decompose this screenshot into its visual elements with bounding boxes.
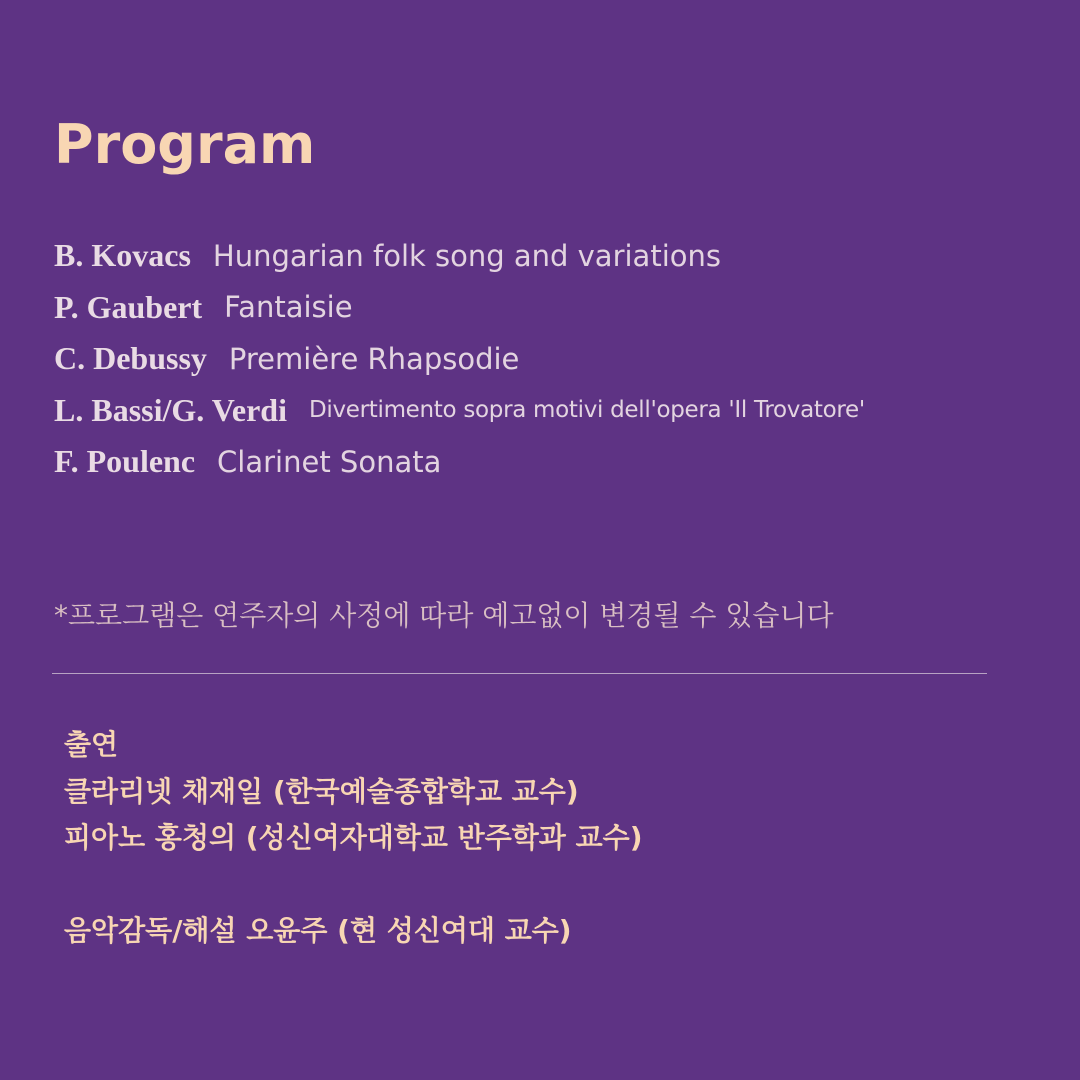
program-item — [54, 333, 865, 385]
page-title: Program — [54, 113, 316, 176]
work-title: Divertimento sopra motivi dell'opera 'Il Trovatore' — [308, 397, 865, 424]
cast-piano: 피아노 홍청의 (성신여자대학교 반주학과 교수) — [64, 821, 643, 854]
program-item — [54, 436, 865, 488]
cast-section — [64, 722, 643, 954]
work-title: Hungarian folk song and variations — [212, 238, 721, 273]
program-change-notice: *프로그램은 연주자의 사정에 따라 예고없이 변경될 수 있습니다 — [54, 599, 834, 632]
composer-name: F. Poulenc — [54, 443, 196, 480]
cast-clarinet: 클라리넷 채재일 (한국예술종합학교 교수) — [64, 774, 579, 808]
cast-heading: 출연 — [64, 728, 119, 761]
composer-name: P. Gaubert — [54, 288, 203, 325]
composer-name: C. Debussy — [54, 340, 207, 377]
cast-director: 음악감독/해설 오윤주 (현 성신여대 교수) — [64, 913, 572, 947]
program-item — [54, 230, 865, 282]
program-list — [54, 230, 865, 488]
work-title: Fantaisie — [224, 290, 353, 325]
composer-name: L. Bassi/G. Verdi — [54, 391, 287, 428]
composer-name: B. Kovacs — [54, 237, 191, 274]
program-item — [54, 385, 865, 437]
work-title: Première Rhapsodie — [228, 341, 520, 376]
work-title: Clarinet Sonata — [217, 444, 442, 479]
program-item — [54, 282, 865, 334]
section-divider — [52, 673, 987, 674]
